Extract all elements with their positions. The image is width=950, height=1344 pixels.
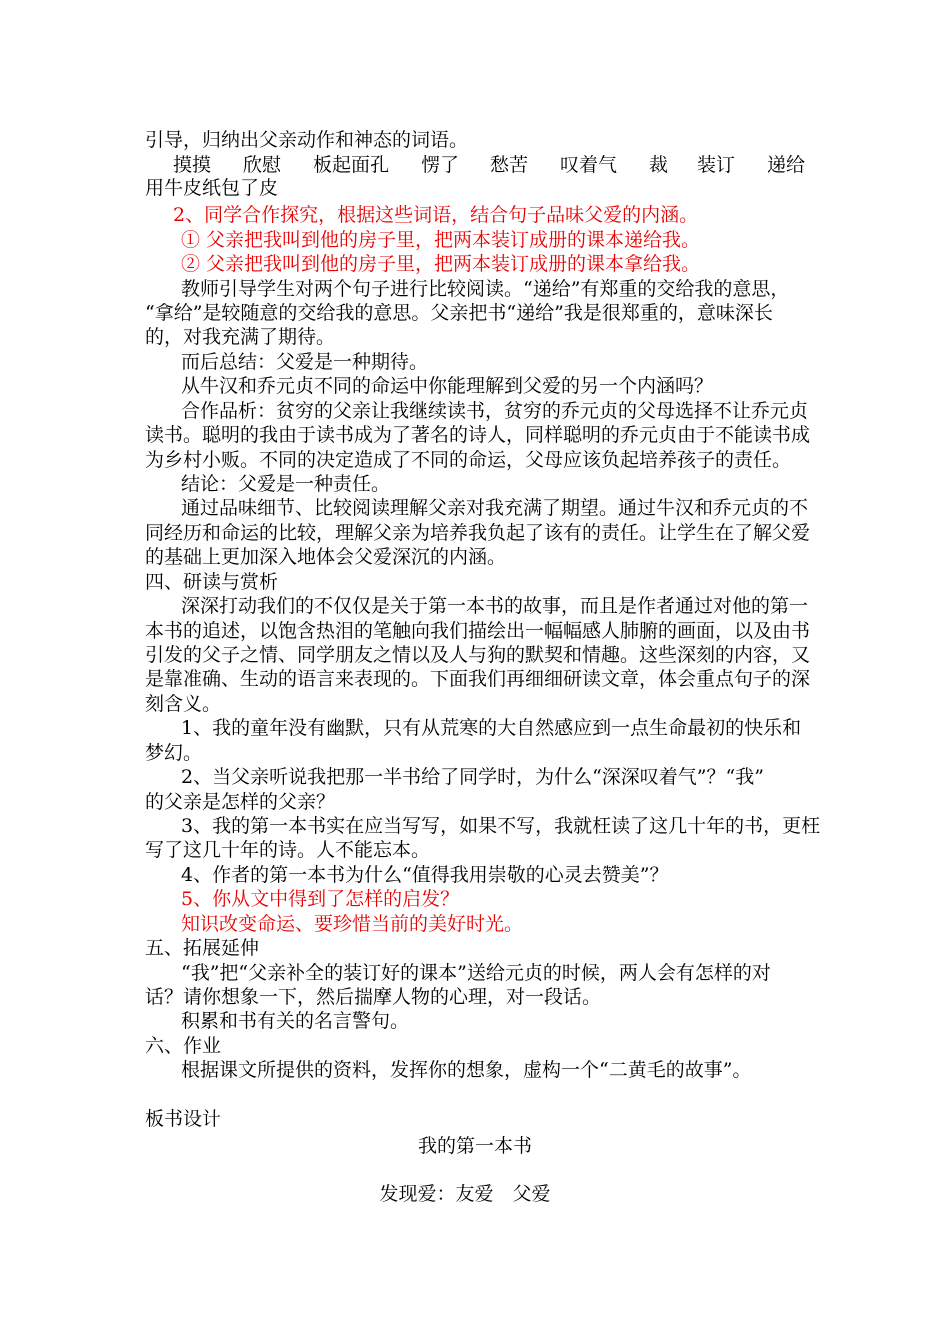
text-line: 引发的父子之情、同学朋友之情以及人与狗的默契和情趣。这些深刻的内容，又 bbox=[145, 644, 811, 666]
text-line: 的父亲是怎样的父亲？ bbox=[145, 791, 336, 813]
text-line: 刻含义。 bbox=[145, 693, 222, 715]
question-line: 5、你从文中得到了怎样的启发？ bbox=[181, 888, 460, 910]
text-line: 是靠准确、生动的语言来表现的。下面我们再细细研读文章，体会重点句子的深 bbox=[145, 668, 811, 690]
section-heading: 四、研读与赏析 bbox=[145, 571, 279, 593]
word-item: 板起面孔 bbox=[313, 154, 390, 176]
text-line: 引导，归纳出父亲动作和神态的词语。 bbox=[145, 129, 469, 151]
text-line: 同经历和命运的比较，理解父亲为培养我负起了该有的责任。让学生在了解父爱 bbox=[145, 522, 811, 544]
board-title: 我的第一本书 bbox=[417, 1135, 532, 1157]
text-line: 写了这几十年的诗。人不能忘本。 bbox=[145, 839, 431, 861]
text-line: 1、我的童年没有幽默，只有从荒寒的大自然感应到一点生命最初的快乐和 bbox=[181, 717, 802, 739]
word-item: 装订 bbox=[697, 154, 736, 176]
word-list bbox=[0, 150, 950, 176]
text-line: 本书的追述，以饱含热泪的笔触向我们描绘出一幅幅感人肺腑的画面，以及由书 bbox=[145, 620, 811, 642]
text-line: 合作品析：贫穷的父亲让我继续读书，贫穷的乔元贞的父母选择不让乔元贞 bbox=[181, 400, 809, 422]
answer-line: 知识改变命运、要珍惜当前的美好时光。 bbox=[181, 913, 524, 935]
text-line: 通过品味细节、比较阅读理解父亲对我充满了期望。通过牛汉和乔元贞的不 bbox=[181, 497, 809, 519]
text-line: 教师引导学生对两个句子进行比较阅读。“递给”有郑重的交给我的意思， bbox=[181, 278, 790, 300]
section-heading: 板书设计 bbox=[145, 1108, 222, 1130]
text-line: “拿给”是较随意的交给我的意思。父亲把书“递给”我是很郑重的，意味深长 bbox=[145, 302, 773, 324]
sentence-line: ② 父亲把我叫到他的房子里，把两本装订成册的课本拿给我。 bbox=[181, 253, 701, 275]
text-line: 3、我的第一本书实在应当写写，如果不写，我就枉读了这几十年的书，更枉 bbox=[181, 815, 821, 837]
text-line: 积累和书有关的名言警句。 bbox=[181, 1010, 410, 1032]
text-line: 2、当父亲听说我把那一半书给了同学时，为什么“深深叹着气”？“我” bbox=[181, 766, 764, 788]
word-item: 裁 bbox=[649, 154, 669, 176]
section-heading: 六、作业 bbox=[145, 1035, 222, 1057]
word-item: 递给 bbox=[767, 154, 806, 176]
text-line: 结论：父爱是一种责任。 bbox=[181, 473, 391, 495]
question-line: 2、同学合作探究，根据这些词语，结合句子品味父爱的内涵。 bbox=[173, 204, 699, 226]
text-line: “我”把“父亲补全的装订好的课本”送给元贞的时候，两人会有怎样的对 bbox=[181, 962, 771, 984]
text-line: 的，对我充满了期待。 bbox=[145, 326, 336, 348]
text-line: 为乡村小贩。不同的决定造成了不同的命运，父母应该负起培养孩子的责任。 bbox=[145, 449, 792, 471]
section-heading: 五、拓展延伸 bbox=[145, 937, 260, 959]
text-line: 话？请你想象一下，然后揣摩人物的心理，对一段话。 bbox=[145, 986, 602, 1008]
text-line: 的基础上更加深入地体会父爱深沉的内涵。 bbox=[145, 546, 507, 568]
text-line: 4、作者的第一本书为什么“值得我用崇敬的心灵去赞美”？ bbox=[181, 864, 669, 886]
text-line: 从牛汉和乔元贞不同的命运中你能理解到父爱的另一个内涵吗？ bbox=[181, 375, 714, 397]
text-line: 用牛皮纸包了皮 bbox=[145, 177, 279, 199]
word-item: 愁苦 bbox=[490, 154, 529, 176]
text-line: 梦幻。 bbox=[145, 742, 203, 764]
word-item: 摸摸 bbox=[173, 154, 212, 176]
word-item: 欣慰 bbox=[243, 154, 282, 176]
word-item: 愣了 bbox=[421, 154, 460, 176]
board-line: 发现爱：友爱 父爱 bbox=[379, 1183, 551, 1205]
text-line: 而后总结：父爱是一种期待。 bbox=[181, 351, 429, 373]
word-item: 叹着气 bbox=[560, 154, 618, 176]
text-line: 根据课文所提供的资料，发挥你的想象，虚构一个“二黄毛的故事”。 bbox=[181, 1059, 752, 1081]
sentence-line: ① 父亲把我叫到他的房子里，把两本装订成册的课本递给我。 bbox=[181, 229, 701, 251]
text-line: 深深打动我们的不仅仅是关于第一本书的故事，而且是作者通过对他的第一 bbox=[181, 595, 809, 617]
text-line: 读书。聪明的我由于读书成为了著名的诗人，同样聪明的乔元贞由于不能读书成 bbox=[145, 424, 811, 446]
